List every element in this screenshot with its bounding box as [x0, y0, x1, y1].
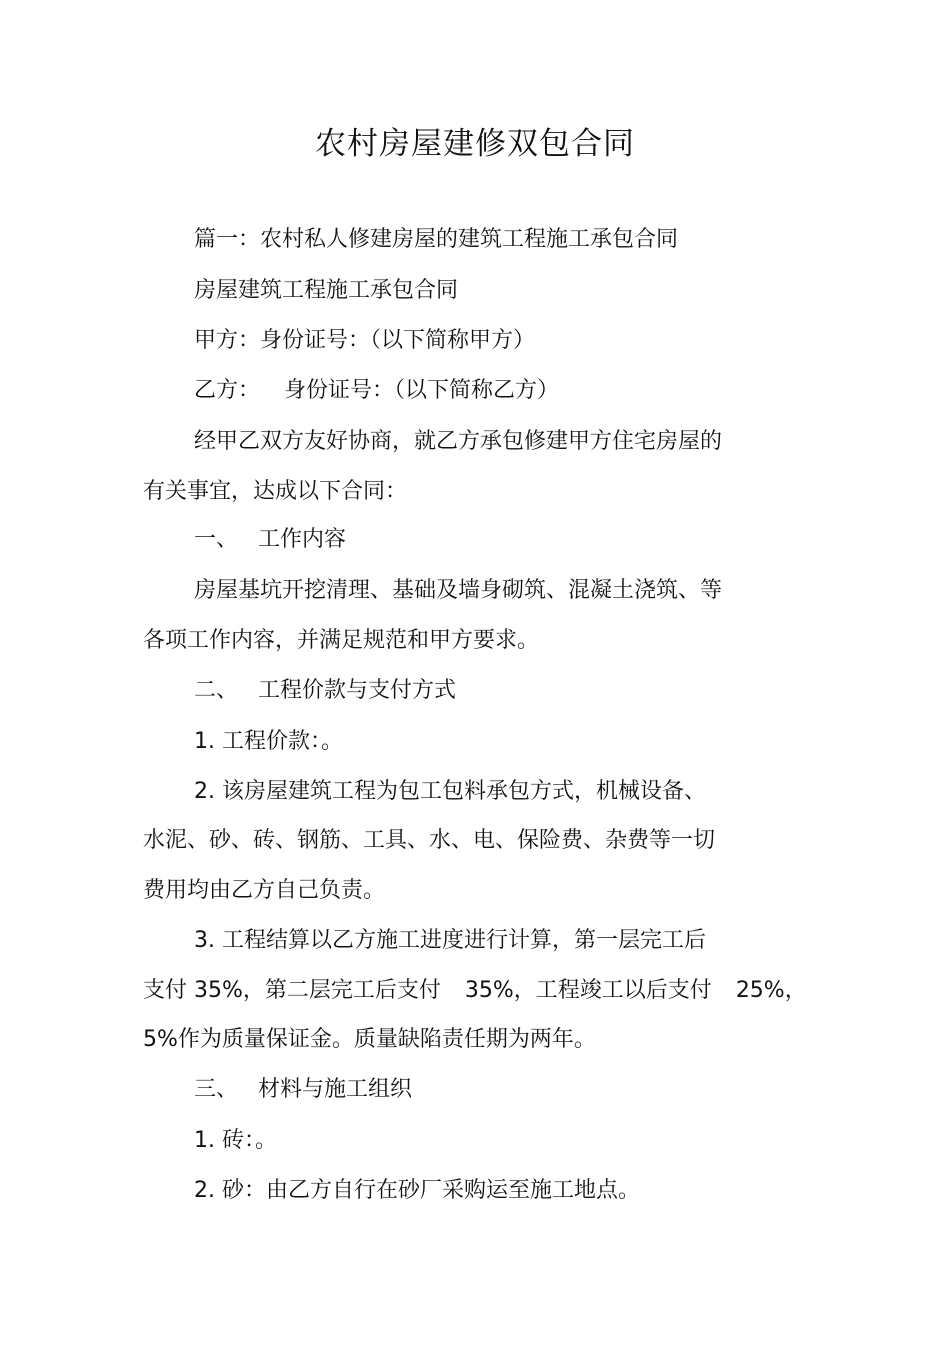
party-b-id: 身份证号：（以下简称乙方）	[284, 378, 560, 403]
section-title: 材料与施工组织	[258, 1077, 413, 1102]
payment-final: 25%，	[735, 978, 807, 1003]
section-number: 三、	[194, 1077, 239, 1102]
paragraph-line: 经甲乙双方友好协商，就乙方承包修建甲方住宅房屋的	[194, 429, 723, 454]
section-number: 二、	[194, 678, 239, 703]
party-b-label: 乙方：	[194, 378, 261, 403]
document-title: 农村房屋建修双包合同	[315, 126, 635, 162]
list-item: 1. 工程价款：。	[194, 729, 343, 754]
party-a-line: 甲方：身份证号：（以下简称甲方）	[194, 328, 536, 353]
payment-first: 支付 35%，第二层完工后支付	[143, 978, 441, 1003]
party-b-line	[194, 374, 559, 408]
contract-subtitle: 房屋建筑工程施工承包合同	[194, 278, 459, 303]
section-title: 工作内容	[258, 527, 347, 552]
paragraph-line: 有关事宜，达成以下合同：	[143, 479, 408, 504]
list-item: 1. 砖：。	[194, 1128, 277, 1153]
section-title: 工程价款与支付方式	[258, 678, 457, 703]
paragraph-line: 5%作为质量保证金。质量缺陷责任期为两年。	[143, 1027, 596, 1052]
list-item: 2. 砂：由乙方自行在砂厂采购运至施工地点。	[194, 1178, 640, 1203]
paragraph-line: 房屋基坑开挖清理、基础及墙身砌筑、混凝土浇筑、等	[194, 578, 723, 603]
section-heading	[194, 674, 456, 708]
paragraph-line: 各项工作内容，并满足规范和甲方要求。	[143, 628, 540, 653]
list-item: 2. 该房屋建筑工程为包工包料承包方式，机械设备、	[194, 779, 706, 804]
chapter-heading: 篇一：农村私人修建房屋的建筑工程施工承包合同	[194, 227, 679, 252]
payment-terms-line	[143, 974, 807, 1008]
paragraph-line: 水泥、砂、砖、钢筋、工具、水、电、保险费、杂费等一切	[143, 828, 716, 853]
list-item: 3. 工程结算以乙方施工进度进行计算，第一层完工后	[194, 928, 706, 953]
paragraph-line: 费用均由乙方自己负责。	[143, 878, 386, 903]
payment-second: 35%，工程竣工以后支付	[464, 978, 712, 1003]
section-heading	[194, 523, 346, 557]
section-number: 一、	[194, 527, 239, 552]
section-heading	[194, 1073, 412, 1107]
